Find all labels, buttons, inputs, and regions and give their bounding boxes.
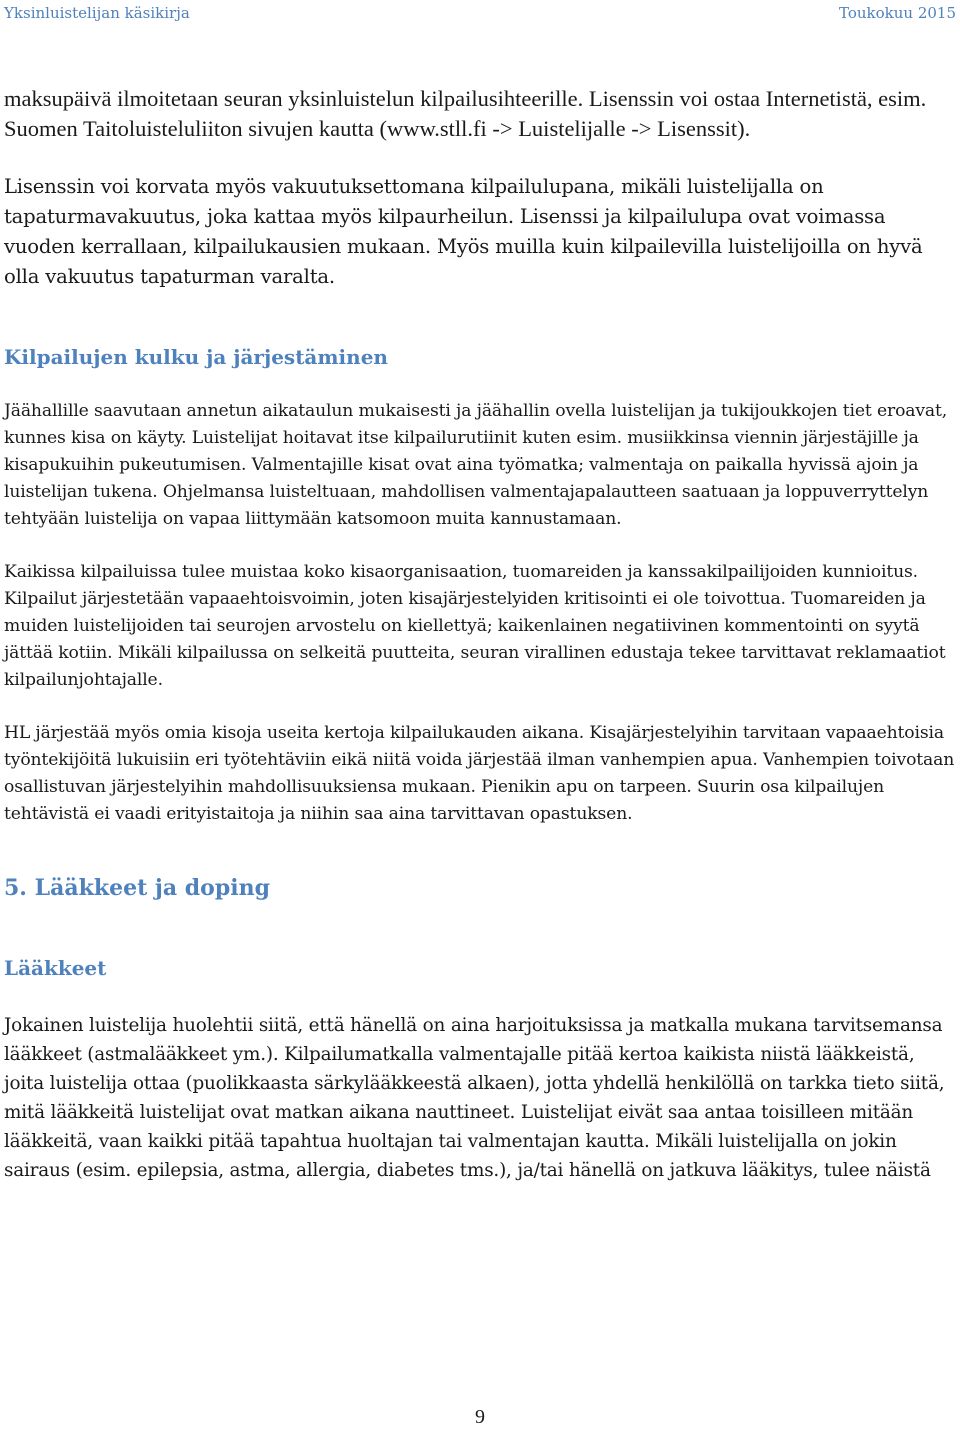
paragraph-medicines: Jokainen luistelija huolehtii siitä, että hänellä on aina harjoituksissa ja matkalla mukana tarvitsemansa lääkkeet (astmalääkkeet ym.). Kilpailumatkalla valmentajalle pitää kertoa kaikista niistä lääkkeistä, joita luistelija ottaa (puolikkaasta särkylääkkeestä alkaen), jotta yhdellä henkilöllä on tarkka tieto siitä, mitä lääkkeitä luistelijat ovat matkan aikana nauttineet. Luistelijat eivät saa antaa toisilleen mitään lääkkeitä, vaan kaikki pitää tapahtua huoltajan tai valmentajan kautta. Mikäli luistelijalla on jokin sairaus (esim. epilepsia, astma, allergia, diabetes tms.), ja/tai hänellä on jatkuva lääkitys, tulee näistä: [4, 1015, 945, 1181]
page-content: [4, 84, 956, 1185]
section-heading-competitions: Kilpailujen kulku ja järjestäminen: [4, 345, 388, 369]
document-title: Yksinluistelijan käsikirja: [4, 4, 190, 22]
paragraph-license-alternative: Lisenssin voi korvata myös vakuutuksettomana kilpailulupana, mikäli luistelijalla on tapaturmavakuutus, joka kattaa myös kilpaurheilun. Lisenssi ja kilpailulupa ovat voimassa vuoden kerrallaan, kilpailukausien mukaan. Myös muilla kuin kilpailevilla luistelijoilla on hyvä olla vakuutus tapaturman varalta.: [4, 175, 923, 288]
paragraph-arrival: Jäähallille saavutaan annetun aikataulun mukaisesti ja jäähallin ovella luistelijan ja tukijoukkojen tiet eroavat, kunnes kisa on käyty. Luistelijat hoitavat itse kilpailurutiinit kuten esim. musiikkinsa viennin järjestäjille ja kisapukuihin pukeutumisen. Valmentajille kisat ovat aina työmatka; valmentaja on paikalla hyvissä ajoin ja luistelijan tukena. Ohjelmansa luisteltuaan, mahdollisen valmentajapalautteen saatuaan ja loppuverryttelyn tehtyään luistelija on vapaa liittymään katsomoon muita kannustamaan.: [4, 401, 948, 529]
page-number: 9: [475, 1406, 485, 1428]
document-date: Toukokuu 2015: [838, 4, 956, 22]
paragraph-volunteers: HL järjestää myös omia kisoja useita kertoja kilpailukauden aikana. Kisajärjestelyihin tarvitaan vapaaehtoisia työntekijöitä lukuisiin eri työtehtäviin eikä niitä voida järjestää ilman vanhempien apua. Vanhempien toivotaan osallistuvan järjestelyihin mahdollisuuksiensa mukaan. Pienikin apu on tarpeen. Suurin osa kilpailujen tehtävistä ei vaadi erityistaitoja ja niihin saa aina tarvittavan opastuksen.: [4, 723, 955, 824]
paragraph-respect: Kaikissa kilpailuissa tulee muistaa koko kisaorganisaation, tuomareiden ja kanssakilpailijoiden kunnioitus. Kilpailut järjestetään vapaaehtoisvoimin, joten kisajärjestelyiden kritisointi ei ole toivottua. Tuomareiden ja muiden luistelijoiden tai seurojen arvostelu on kiellettyä; kaikenlainen negatiivinen kommentointi on syytä jättää kotiin. Mikäli kilpailussa on selkeitä puutteita, seuran virallinen edustaja tekee tarvittavat reklamaatiot kilpailunjohtajalle.: [4, 562, 946, 690]
chapter-heading-medicines: 5. Lääkkeet ja doping: [4, 875, 270, 901]
subsection-heading-medicines: Lääkkeet: [4, 956, 107, 980]
paragraph-license-purchase: maksupäivä ilmoitetaan seuran yksinluistelun kilpailusihteerille. Lisenssin voi ostaa Internetistä, esim. Suomen Taitoluisteluliiton sivujen kautta (www.stll.fi -> Luistelijalle -> Lisenssit).: [4, 86, 927, 141]
page-header: [0, 0, 960, 28]
